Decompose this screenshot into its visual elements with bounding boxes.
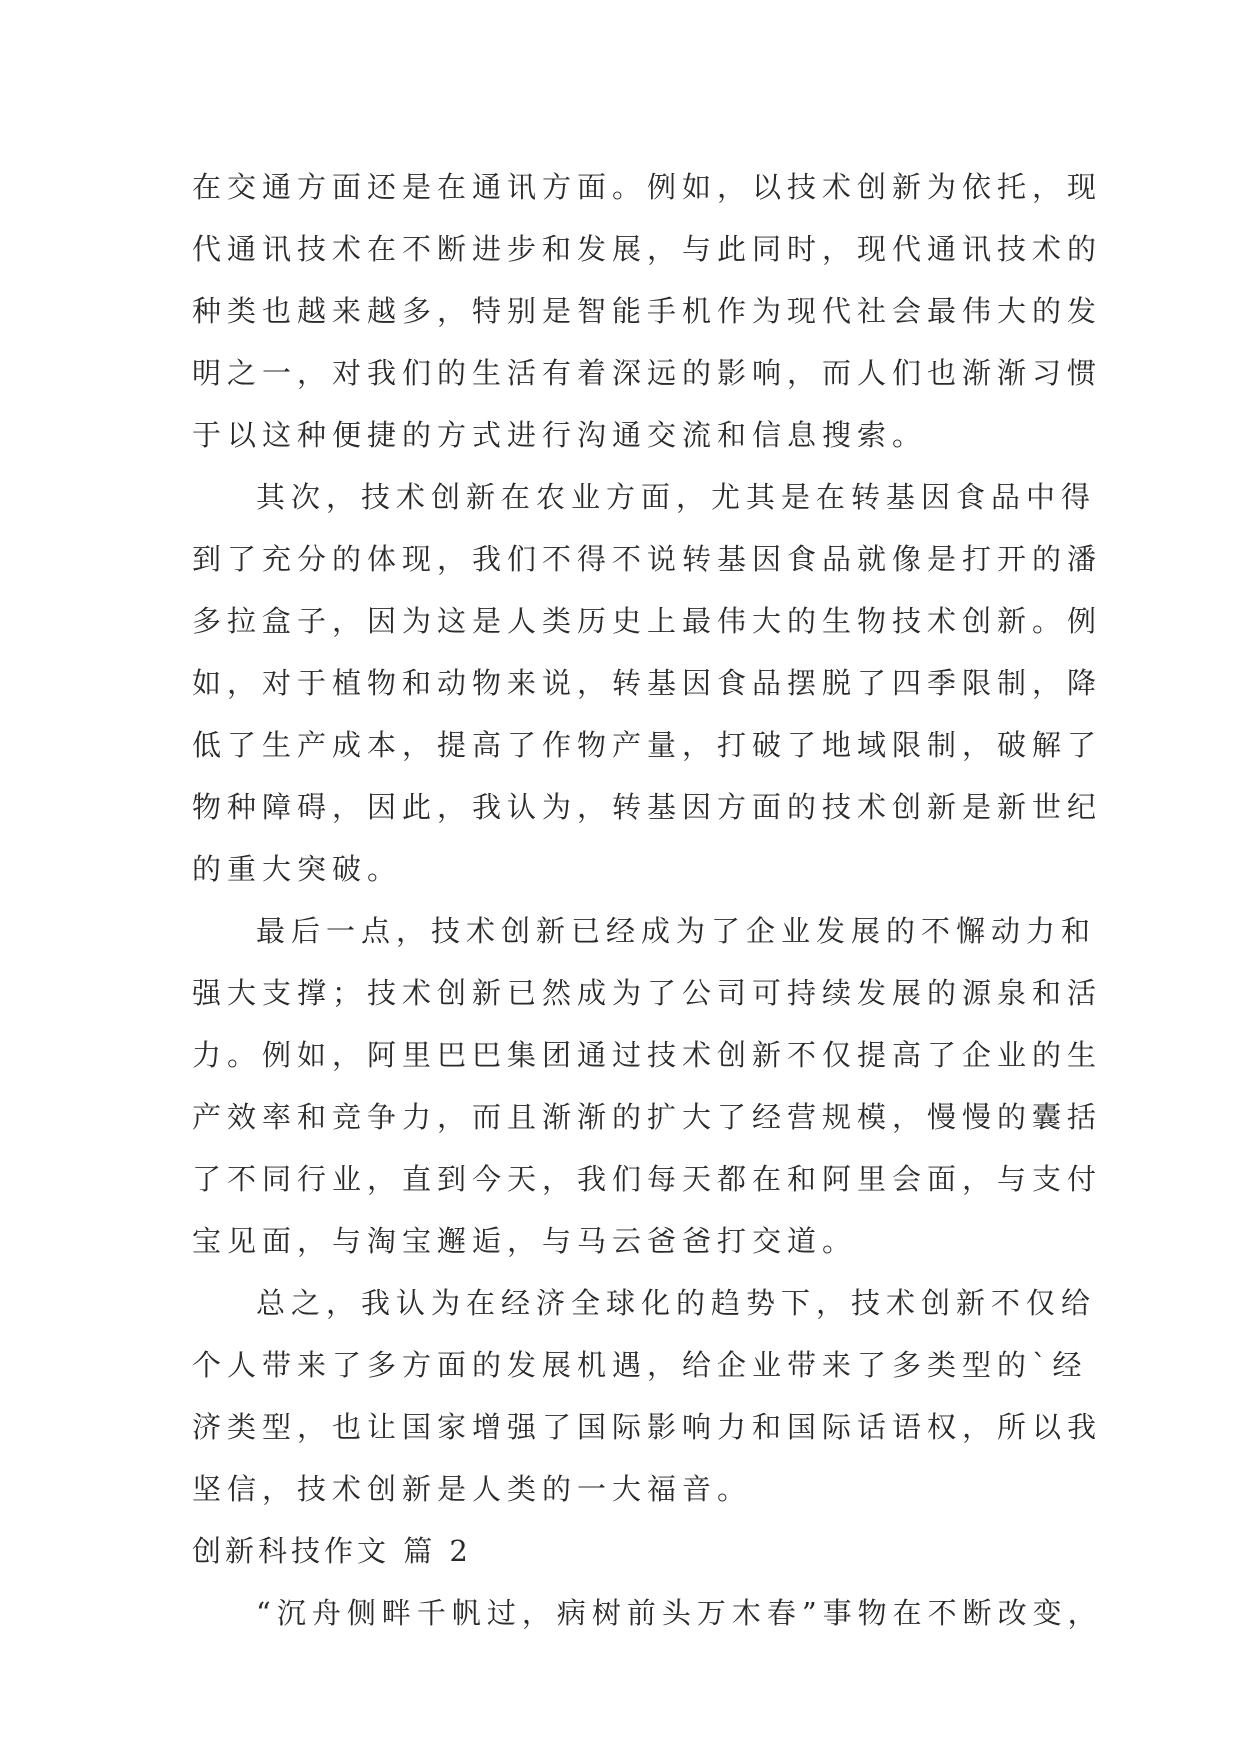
text-line: 的重大突破。 — [192, 852, 403, 886]
text-line: 产效率和竞争力，而且渐渐的扩大了经营规模，慢慢的囊括 — [192, 1100, 1103, 1134]
text-line: 种类也越来越多，特别是智能手机作为现代社会最伟大的发 — [192, 294, 1103, 328]
text-line: 其次，技术创新在农业方面，尤其是在转基因食品中得 — [256, 480, 1097, 514]
text-line: 宝见面，与淘宝邂逅，与马云爸爸打交道。 — [192, 1224, 858, 1258]
text-line: 力。例如，阿里巴巴集团通过技术创新不仅提高了企业的生 — [192, 1038, 1103, 1072]
text-line: 物种障碍，因此，我认为，转基因方面的技术创新是新世纪 — [192, 790, 1103, 824]
text-line: 多拉盒子，因为这是人类历史上最伟大的生物技术创新。例 — [192, 604, 1103, 638]
text-line: 代通讯技术在不断进步和发展，与此同时，现代通讯技术的 — [192, 232, 1103, 266]
text-line: 坚信，技术创新是人类的一大福音。 — [192, 1472, 753, 1506]
text-line: 于以这种便捷的方式进行沟通交流和信息搜索。 — [192, 418, 928, 452]
text-line: 如，对于植物和动物来说，转基因食品摆脱了四季限制，降 — [192, 666, 1103, 700]
section-heading: 创新科技作文 篇 2 — [192, 1534, 472, 1568]
text-line: 最后一点，技术创新已经成为了企业发展的不懈动力和 — [256, 914, 1097, 948]
text-line: 低了生产成本，提高了作物产量，打破了地域限制，破解了 — [192, 728, 1103, 762]
text-line: 明之一，对我们的生活有着深远的影响，而人们也渐渐习惯 — [192, 356, 1103, 390]
text-line: 个人带来了多方面的发展机遇，给企业带来了多类型的`经 — [192, 1348, 1088, 1382]
text-line: 了不同行业，直到今天，我们每天都在和阿里会面，与支付 — [192, 1162, 1103, 1196]
text-line: “沉舟侧畔千帆过，病树前头万木春”事物在不断改变， — [256, 1596, 1103, 1630]
text-line: 在交通方面还是在通讯方面。例如，以技术创新为依托，现 — [192, 170, 1103, 204]
text-line: 到了充分的体现，我们不得不说转基因食品就像是打开的潘 — [192, 542, 1103, 576]
text-line: 强大支撑；技术创新已然成为了公司可持续发展的源泉和活 — [192, 976, 1103, 1010]
text-line: 总之，我认为在经济全球化的趋势下，技术创新不仅给 — [256, 1286, 1097, 1320]
document-page — [192, 156, 1103, 1644]
text-line: 济类型，也让国家增强了国际影响力和国际话语权，所以我 — [192, 1410, 1103, 1444]
